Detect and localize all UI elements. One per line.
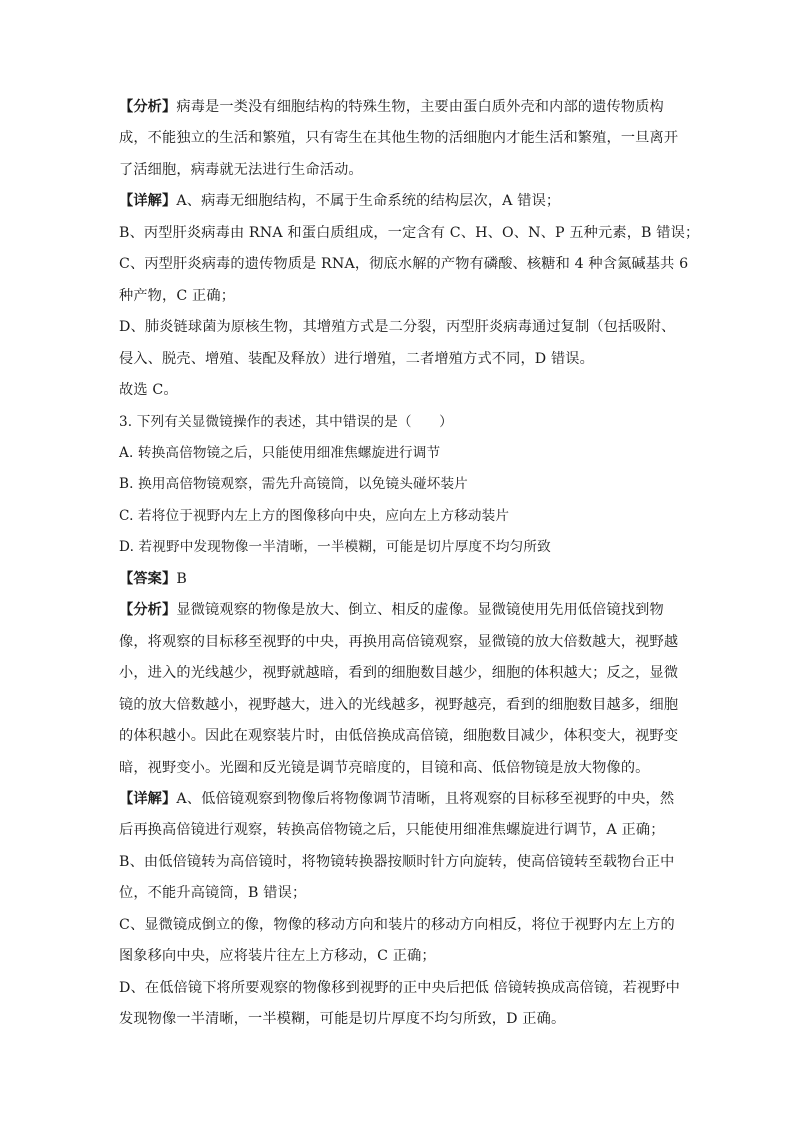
explanation-paragraph-line	[119, 186, 679, 217]
explanation-label: 【详解】	[119, 790, 177, 807]
option-d: D. 若视野中发现物像一半清晰，一半模糊，可能是切片厚度不均匀所致	[119, 539, 551, 556]
explanation-label: 【详解】	[119, 193, 177, 210]
answer-line	[119, 564, 679, 595]
paragraph-line: 镜的放大倍数越小，视野越大，进入的光线越多，视野越亮，看到的细胞数目越多，细胞	[119, 696, 679, 713]
option-c: C. 若将位于视野内左上方的图像移向中央，应向左上方移动装片	[119, 507, 510, 524]
paragraph-text: 显微镜观察的物像是放大、倒立、相反的虚像。显微镜使用先用低倍镜找到物	[176, 602, 664, 619]
paragraph-line: C、显微镜成倒立的像，物像的移动方向和装片的移动方向相反，将位于视野内左上方的	[119, 916, 675, 933]
explanation-paragraph-line	[119, 784, 679, 815]
paragraph-text: A、低倍镜观察到物像后将物像调节清晰，且将观察的目标移至视野的中央，然	[176, 790, 675, 807]
paragraph-line: C、丙型肝炎病毒的遗传物质是 RNA，彻底水解的产物有磷酸、核糖和 4 种含氮碱基共 6	[119, 256, 689, 273]
paragraph-line: 的体积越小。因此在观察装片时，由低倍换成高倍镜，细胞数目减少，体积变大，视野变	[119, 728, 679, 745]
analysis-label: 【分析】	[119, 602, 177, 619]
paragraph-line: 侵入、脱壳、增殖、装配及释放）进行增殖，二者增殖方式不同，D 错误。	[119, 350, 594, 367]
paragraph-line: D、肺炎链球菌为原核生物，其增殖方式是二分裂，丙型肝炎病毒通过复制（包括吸附、	[119, 319, 676, 336]
paragraph-line: 暗，视野变小。光圈和反光镜是调节亮暗度的，目镜和高、低倍物镜是放大物像的。	[119, 759, 650, 776]
paragraph-line: B、丙型肝炎病毒由 RNA 和蛋白质组成，一定含有 C、H、O、N、P 五种元素，B 错误；	[119, 224, 700, 241]
paragraph-line: 像，将观察的目标移至视野的中央，再换用高倍镜观察，显微镜的放大倍数越大，视野越	[119, 633, 679, 650]
paragraph-line: 成，不能独立的生活和繁殖，只有寄生在其他生物的活细胞内才能生活和繁殖，一旦离开	[119, 130, 679, 147]
option-b: B. 换用高倍物镜观察，需先升高镜筒，以免镜头碰坏装片	[119, 476, 468, 493]
document-page	[119, 92, 700, 1036]
paragraph-line: D、在低倍镜下将所要观察的物像移到视野的正中央后把低 倍镜转换成高倍镜，若视野中	[119, 979, 681, 996]
paragraph-text: 病毒是一类没有细胞结构的特殊生物，主要由蛋白质外壳和内部的遗传物质构	[176, 99, 664, 115]
analysis-paragraph-line	[119, 92, 679, 123]
paragraph-text: A、病毒无细胞结构，不属于生命系统的结构层次，A 错误；	[176, 193, 561, 210]
paragraph-line: 发现物像一半清晰，一半模糊，可能是切片厚度不均匀所致，D 正确。	[119, 1011, 566, 1028]
conclusion-line: 故选 C。	[119, 382, 178, 399]
analysis-label: 【分析】	[119, 99, 177, 115]
option-a: A. 转换高倍物镜之后，只能使用细准焦螺旋进行调节	[119, 444, 441, 461]
answer-label: 【答案】	[119, 570, 177, 587]
question-stem: 3. 下列有关显微镜操作的表述，其中错误的是（ ）	[119, 413, 453, 430]
answer-value: B	[176, 570, 187, 587]
paragraph-line: 小，进入的光线越少，视野就越暗，看到的细胞数目越少，细胞的体积越大；反之，显微	[119, 665, 679, 682]
analysis-paragraph-line	[119, 595, 679, 626]
paragraph-line: 了活细胞，病毒就无法进行生命活动。	[119, 161, 363, 178]
paragraph-line: 图象移向中央，应将装片往左上方移动，C 正确；	[119, 948, 436, 965]
paragraph-line: 位，不能升高镜筒，B 错误；	[119, 885, 307, 902]
paragraph-line: B、由低倍镜转为高倍镜时，将物镜转换器按顺时针方向旋转，使高倍镜转至载物台正中	[119, 853, 675, 870]
paragraph-line: 后再换高倍镜进行观察，转换高倍物镜之后，只能使用细准焦螺旋进行调节，A 正确；	[119, 822, 665, 839]
paragraph-line: 种产物，C 正确；	[119, 287, 236, 304]
